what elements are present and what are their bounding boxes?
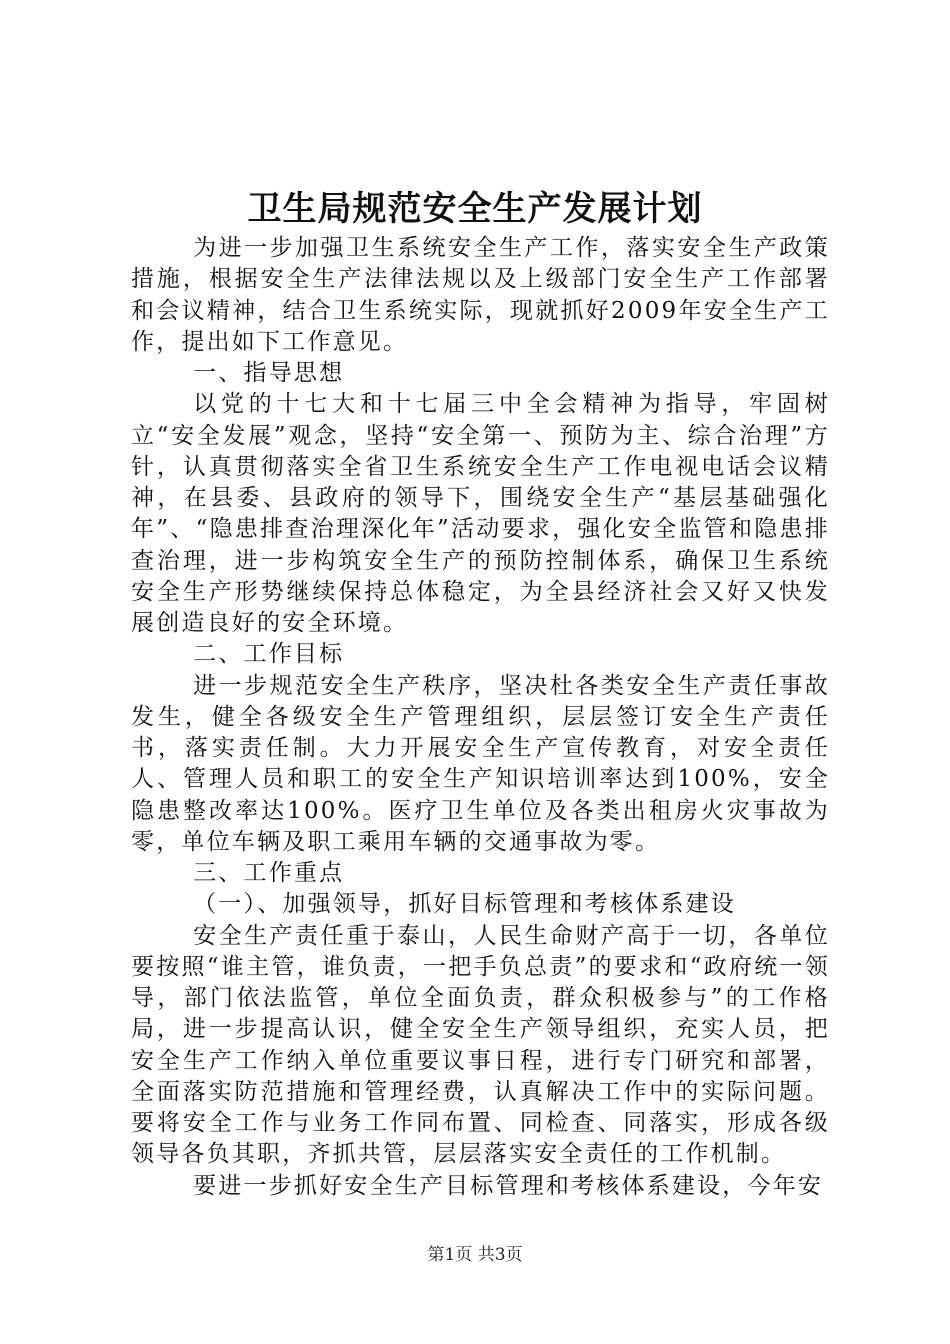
paragraph-leadership: 安全生产责任重于泰山，人民生命财产高于一切，各单位要按照“谁主管，谁负责，一把手负总责”的要求和“政府统一领导，部门依法监管，单位全面负责，群众积极参与”的工作格局，进一步提高认识，健全安全生产领导组织，充实人员，把安全生产工作纳入单位重要议事日程，进行专门研究和部署，全面落实防范措施和管理经费，认真解决工作中的实际问题。要将安全工作与业务工作同布置、同检查、同落实，形成各级领导各负其职，齐抓共管，层层落实安全责任的工作机制。 bbox=[131, 922, 830, 1168]
page-footer: 第1页 共3页 bbox=[427, 1245, 523, 1265]
document-body bbox=[131, 233, 830, 1202]
paragraph-guiding-ideology: 以党的十七大和十七届三中全会精神为指导，牢固树立“安全发展”观念，坚持“安全第一、预防为主、综合治理”方针，认真贯彻落实全省卫生系统安全生产工作电视电话会议精神，在县委、县政府的领导下，围绕安全生产“基层基础强化年”、“隐患排查治理深化年”活动要求，强化安全监管和隐患排查治理，进一步构筑安全生产的预防控制体系，确保卫生系统安全生产形势继续保持总体稳定，为全县经济社会又好又快发展创造良好的安全环境。 bbox=[131, 391, 830, 636]
paragraph-work-goals: 进一步规范安全生产秩序，坚决杜各类安全生产责任事故发生，健全各级安全生产管理组织，层层签订安全生产责任书，落实责任制。大力开展安全生产宣传教育，对安全责任人、管理人员和职工的安全生产知识培训率达到100%，安全隐患整改率达100%。医疗卫生单位及各类出租房火灾事故为零，单位车辆及职工乘用车辆的交通事故为零。 bbox=[131, 672, 830, 855]
document-title: 卫生局规范安全生产发展计划 bbox=[247, 189, 703, 229]
paragraph-intro: 为进一步加强卫生系统安全生产工作，落实安全生产政策措施，根据安全生产法律法规以及上级部门安全生产工作部署和会议精神，结合卫生系统实际，现就抓好2009年安全生产工作，提出如下工作意见。 bbox=[131, 235, 830, 355]
paragraph-target-management: 要进一步抓好安全生产目标管理和考核体系建设，今年安 bbox=[193, 1172, 824, 1199]
section-heading-work-goals: 二、工作目标 bbox=[193, 641, 345, 668]
subsection-heading-leadership: （一）、加强领导，抓好目标管理和考核体系建设 bbox=[193, 891, 736, 918]
section-heading-guiding-ideology: 一、指导思想 bbox=[193, 360, 345, 386]
section-heading-work-focus: 三、工作重点 bbox=[193, 860, 345, 886]
